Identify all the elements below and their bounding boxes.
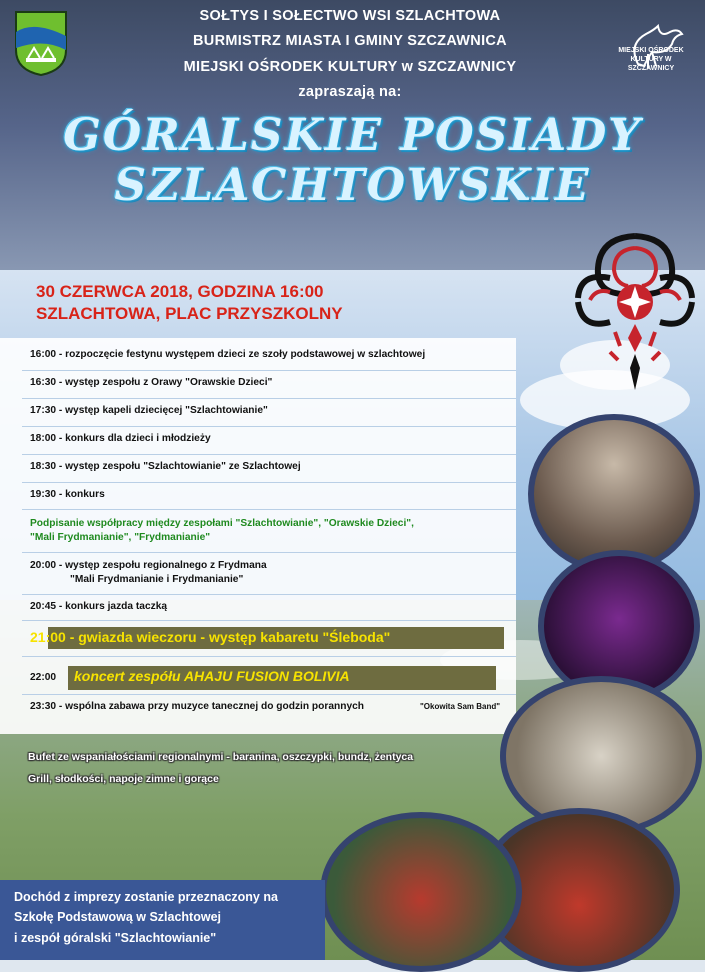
divider [22, 620, 516, 621]
logo-right-text: MIEJSKI OŚRODEK KULTURY W SZCZAWNICY [618, 47, 684, 72]
org-line-3: MIEJSKI OŚRODEK KULTURY w SZCZAWNICY [183, 59, 517, 75]
schedule-text: 18:00 - konkurs dla dzieci i młodzieży [30, 433, 211, 444]
title-line-2: SZLACHTOWSKIE [114, 160, 591, 211]
divider [22, 454, 516, 455]
concert-text: koncert zespółu AHAJU FUSION BOLIVIA [74, 668, 350, 684]
footer-line-1: Dochód z imprezy zostanie przeznaczony na [14, 890, 278, 904]
event-date-time: 30 CZERWCA 2018, GODZINA 16:00 [36, 282, 324, 301]
concert-time: 22:00 [30, 672, 57, 683]
agreement-line-2: "Mali Frydmanianie", "Frydmanianie" [30, 532, 211, 543]
divider [22, 426, 516, 427]
footer-line-2: Szkołę Podstawową w Szlachtowej [14, 910, 221, 924]
divider [22, 656, 516, 657]
divider [22, 509, 516, 510]
schedule-text: 16:00 - rozpoczęcie festynu występem dzieci ze szoły podstawowej w szlachtowej [30, 349, 426, 360]
divider [22, 594, 516, 595]
schedule-text: 20:45 - konkurs jazda taczką [30, 601, 168, 612]
title-line-1: GÓRALSKIE POSIADY [63, 110, 642, 161]
schedule-text: 17:30 - występ kapeli dziecięcej "Szlachtowianie" [30, 405, 268, 416]
coat-of-arms-icon [14, 10, 68, 76]
buffet-line-1: Bufet ze wspaniałościami regionalnymi - baranina, oszczypki, bundz, żentyca [28, 751, 414, 763]
schedule-text: 20:00 - występ zespołu regionalnego z Frydmana [30, 560, 267, 571]
photo-ensemble-forest [320, 812, 522, 972]
divider [22, 370, 516, 371]
divider [22, 694, 516, 695]
buffet-line-2: Grill, słodkości, napoje zimne i gorące [28, 773, 219, 785]
schedule-text: 18:30 - występ zespołu "Szlachtowianie" ze Szlachtowej [30, 461, 301, 472]
divider [22, 398, 516, 399]
schedule-text: 16:30 - występ zespołu z Orawy "Orawskie Dzieci" [30, 377, 273, 388]
org-line-2: BURMISTRZ MIASTA I GMINY SZCZAWNICA [193, 33, 507, 49]
schedule-text: 23:30 - wspólna zabawa przy muzyce tanecznej do godzin porannych [30, 701, 364, 712]
band-name: "Okowita Sam Band" [420, 702, 501, 711]
divider [22, 552, 516, 553]
schedule-text: 19:30 - konkurs [30, 489, 105, 500]
schedule-text: "Mali Frydmanianie i Frydmanianie" [70, 574, 244, 585]
invite-text: zapraszają na: [298, 84, 402, 100]
agreement-line-1: Podpisanie współpracy między zespołami "Szlachtowianie", "Orawskie Dzieci", [30, 518, 414, 529]
footer-line-3: i zespół góralski "Szlachtowianie" [14, 931, 217, 945]
org-line-1: SOŁTYS I SOŁECTWO WSI SZLACHTOWA [199, 8, 501, 24]
folk-ornament-icon [570, 228, 700, 396]
event-place: SZLACHTOWA, PLAC PRZYSZKOLNY [36, 304, 343, 323]
divider [22, 482, 516, 483]
star-text: 21:00 - gwiazda wieczoru - występ kabaretu "Śleboda" [30, 629, 391, 645]
